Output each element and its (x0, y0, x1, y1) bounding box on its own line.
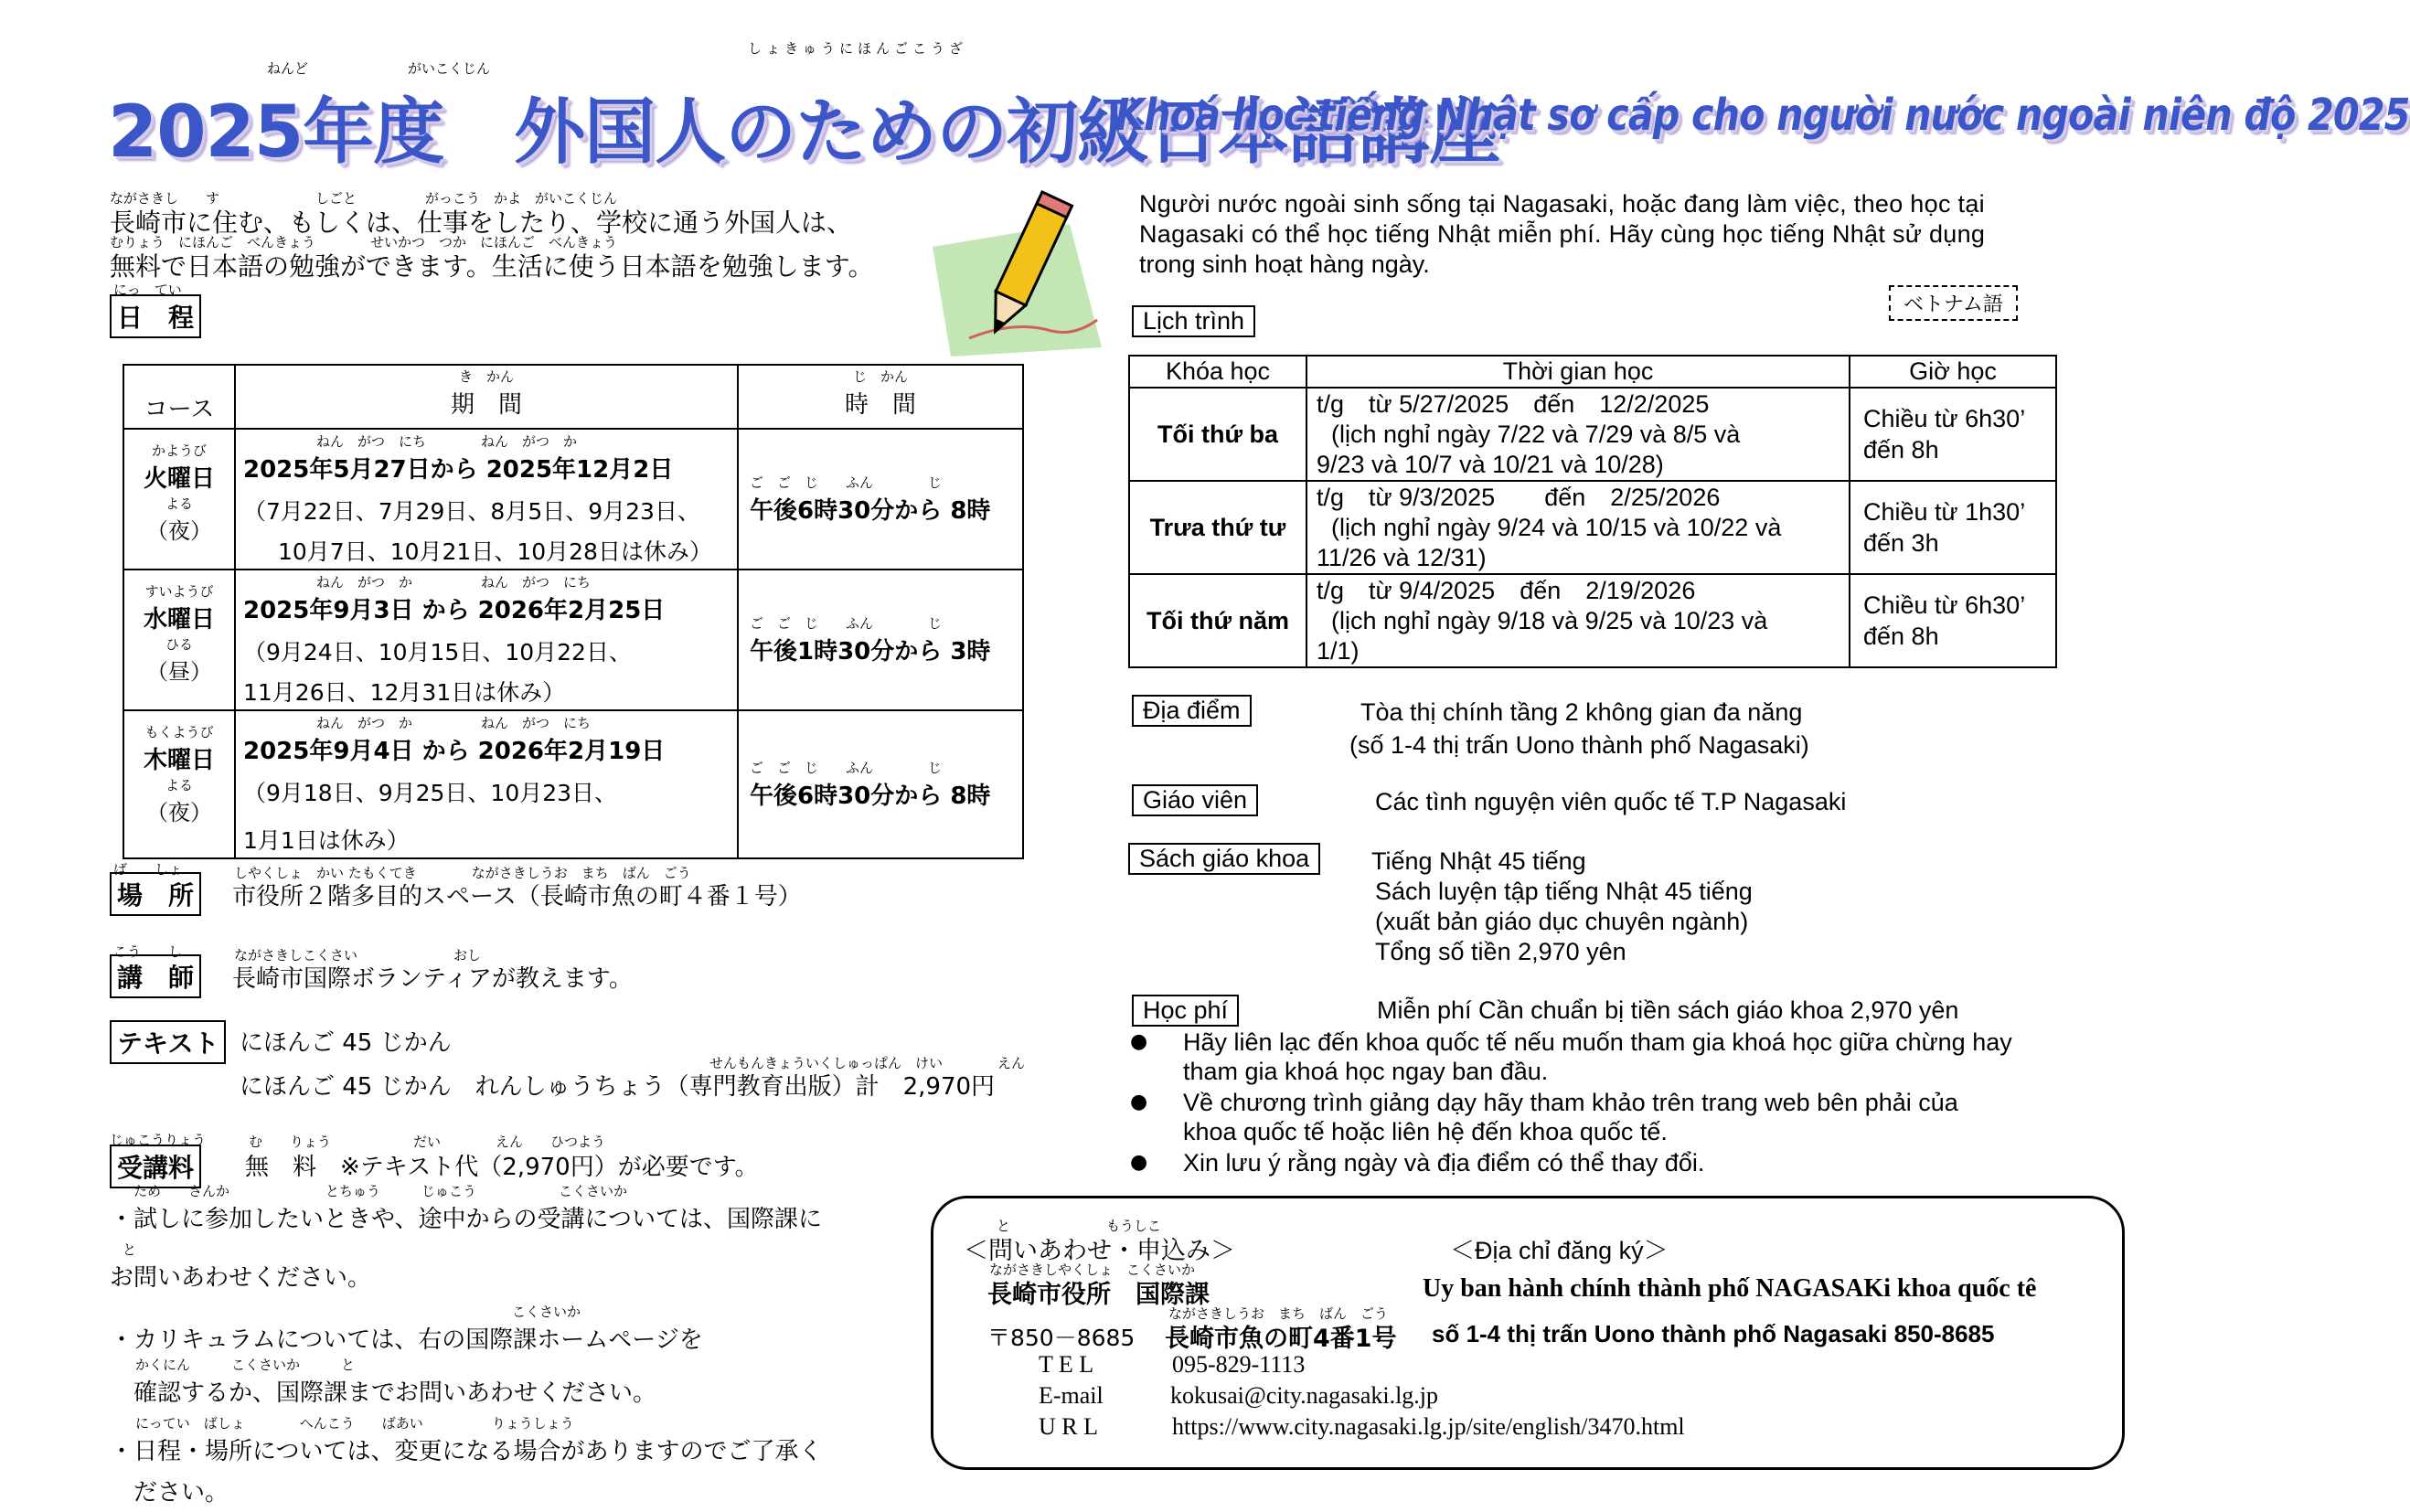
place-ja-ruby: しやくしょ かい たもくてき ながさきしうお まち ばん ごう (234, 865, 691, 881)
ja-row3-time: 午後6時30分から 8時 (750, 783, 991, 810)
note-ja-ruby: と (123, 1241, 137, 1258)
fee-ja-ruby: む りょう だい えん ひつよう (249, 1134, 606, 1150)
note-ja-ruby: にってい ばしょ へんこう ばあい りょうしょう (135, 1415, 574, 1432)
note-vn-l1: Hãy liên lạc đến khoa quốc tế nếu muốn tham gia khoá học giữa chừng hay (1183, 1028, 2012, 1056)
place-vn-line1: Tòa thị chính tầng 2 không gian đa năng (1360, 698, 1803, 726)
contact-org-ruby: ながさきしやくしょ こくさいか (989, 1262, 1196, 1278)
text-vn-line: (xuất bản giáo dục chuyên ngành) (1375, 908, 1749, 935)
table-row (123, 710, 1023, 858)
intro-vn-line: Người nước ngoài sinh sống tại Nagasaki, hoặc đang làm việc, theo học tại (1139, 190, 1985, 218)
vn-row1-h2: đến 8h (1863, 436, 1939, 463)
ja-row3-day-ruby: もくようび (144, 724, 214, 740)
ja-row3-note1: （9月18日、9月25日、10月23日、 (243, 780, 618, 806)
ja-row1-part: （夜） (146, 518, 212, 544)
intro-ja-line2: 無料で日本語の勉強ができます。生活に使う日本語を勉強します。 (110, 251, 874, 282)
ja-row2-note2: 11月26日、12月31日は休み） (243, 679, 566, 706)
contact-heading-ruby: と もうしこ (997, 1218, 1162, 1234)
ja-row3-part: （夜） (146, 800, 212, 825)
title-ruby-shokyu: しょきゅうにほんごこうざ (748, 40, 968, 57)
ja-header-period: 期 間 (450, 391, 522, 419)
text-ja-label: テキスト (110, 1020, 226, 1064)
table-row (123, 570, 1023, 710)
table-row (123, 429, 1023, 570)
text-vn-line: Tiếng Nhật 45 tiếng (1371, 847, 1586, 875)
ja-schedule-table (123, 364, 1024, 859)
list-item (1130, 1088, 2053, 1146)
note-ja-line: 確認するか、国際課までお問いあわせください。 (133, 1379, 657, 1407)
ja-row3-part-ruby: よる (165, 777, 193, 793)
ja-row2-time: 午後1時30分から 3時 (750, 638, 991, 665)
table-row (1129, 388, 2056, 481)
text-vn-lines (1371, 847, 1753, 967)
ja-row2-time-ruby: ご ご じ ふん じ (750, 615, 943, 632)
teacher-ja-label-ruby: こう し (113, 943, 183, 960)
pencil-illustration (914, 183, 1115, 366)
note-vn-l2: khoa quốc tế hoặc liên hệ đến khoa quốc tế. (1183, 1118, 1668, 1145)
vn-row2-h1: Chiều từ 1h30’ (1863, 498, 2026, 526)
ja-row1-note1: （7月22日、7月29日、8月5日、9月23日、 (243, 498, 700, 525)
note-ja-ruby: かくにん こくさいか と (135, 1357, 356, 1373)
title-ruby-gaikokujin: がいこくじん (408, 60, 491, 77)
vn-row3-l1: t/g từ 9/4/2025 đến 2/19/2026 (1317, 576, 1696, 604)
lang-tag: ベトナム語 (1889, 285, 2018, 321)
note-vn-l2: tham gia khoá học ngay ban đầu. (1183, 1058, 1549, 1085)
note-vn-l1: Xin lưu ý rằng ngày và địa điểm có thể thay đổi. (1183, 1149, 1705, 1177)
title-ruby-nendo: ねんど (267, 60, 309, 77)
text-ja-line2: にほんご 45 じかん れんしゅうちょう（専門教育出版）計 2,970円 (240, 1073, 996, 1101)
vn-row1-l3: 9/23 và 10/7 và 10/21 và 10/28) (1317, 450, 1664, 478)
vn-row2-h2: đến 3h (1863, 529, 1939, 557)
intro-vn (1139, 190, 1985, 279)
contact-tel: 095-829-1113 (1172, 1351, 1306, 1378)
contact-org-vn: Uy ban hành chính thành phố NAGASAKi khoa quốc tê (1423, 1274, 2037, 1303)
vn-row3-l2: (lịch nghỉ ngày 9/18 và 9/25 và 10/23 và (1331, 606, 1768, 634)
contact-postal: 〒850－8685 (987, 1325, 1136, 1351)
contact-org-ja: 長崎市役所 国際課 (987, 1281, 1210, 1309)
vn-row1-l1: t/g từ 5/27/2025 đến 12/2/2025 (1317, 389, 1710, 418)
contact-email-label: E-mail (1039, 1382, 1104, 1409)
fee-vn-label: Học phí (1132, 995, 1239, 1027)
teacher-ja-ruby: ながさきしこくさい おし (234, 947, 482, 964)
vn-row3-course: Tối thứ năm (1129, 574, 1306, 667)
intro-vn-line: Nagasaki có thể học tiếng Nhật miễn phí. Hãy cùng học tiếng Nhật sử dụng (1139, 220, 1986, 248)
ja-header-course: コース (123, 365, 235, 429)
vn-row3-h1: Chiều từ 6h30’ (1863, 591, 2026, 619)
ja-row3-period-ruby: ねん がつ か ねん がつ にち (316, 715, 592, 731)
vn-row3-h2: đến 8h (1863, 623, 1939, 650)
note-ja-ruby: こくさいか (512, 1304, 581, 1320)
teacher-ja-text: 長崎市国際ボランティアが教えます。 (232, 965, 633, 993)
table-row (1129, 481, 2056, 574)
note-vn-l1: Về chương trình giảng dạy hãy tham khảo trên trang web bên phải của (1183, 1089, 1958, 1116)
notes-vn (1130, 1028, 2053, 1177)
ja-header-time-ruby: じ かん (852, 368, 908, 385)
ja-row1-time-ruby: ご ご じ ふん じ (750, 474, 943, 491)
vn-row3-l3: 1/1) (1317, 636, 1360, 665)
contact-addr-ja: 長崎市魚の町4番1号 (1165, 1325, 1397, 1353)
contact-addr-vn: số 1-4 thị trấn Uono thành phố Nagasaki 850-8685 (1432, 1320, 1995, 1347)
note-ja-line: ・カリキュラムについては、右の国際課ホームページを (110, 1326, 703, 1354)
ja-row1-part-ruby: よる (165, 495, 193, 512)
contact-url[interactable]: https://www.city.nagasaki.lg.jp/site/english/3470.html (1172, 1413, 1685, 1440)
text-ja-ruby: せんもんきょういくしゅっぱん けい えん (709, 1055, 1026, 1071)
fee-ja-text: 無 料 ※テキスト代（2,970円）が必要です。 (245, 1154, 759, 1181)
ja-row2-part-ruby: ひる (165, 636, 193, 653)
text-vn-line: Sách luyện tập tiếng Nhật 45 tiếng (1375, 878, 1753, 905)
contact-heading-ja: ＜問いあわせ・申込み＞ (964, 1237, 1235, 1265)
ja-row2-period-ruby: ねん がつ か ねん がつ にち (316, 574, 592, 591)
list-item (1130, 1148, 2053, 1177)
notes-ja (110, 1181, 914, 1507)
note-ja-line: ・試しに参加したいときや、途中からの受講については、国際課に (110, 1206, 822, 1233)
intro-ja-ruby1: ながさきし す しごと がっこう かよ がいこくじん (110, 190, 618, 207)
bullet-icon: ● (1130, 1030, 1148, 1053)
ja-row1-day: 火曜日 (143, 465, 215, 493)
title-vn: Khoá học tiếng Nhật sơ cấp cho người nước ngoài niên độ 2025 (1115, 90, 2410, 141)
fee-ja-label: 受講料 (110, 1145, 201, 1188)
text-ja-line1: にほんご 45 じかん (240, 1029, 452, 1057)
note-ja-line: お問いあわせください。 (110, 1264, 372, 1292)
ja-row2-day-ruby: すいようび (144, 583, 214, 600)
teacher-ja-label: 講 師 (110, 954, 201, 998)
bullet-icon: ● (1130, 1091, 1148, 1113)
schedule-label-vn: Lịch trình (1132, 305, 1255, 337)
ja-row3-time-ruby: ご ご じ ふん じ (750, 760, 943, 776)
ja-row1-period-ruby: ねん がつ にち ねん がつ か (316, 433, 578, 450)
contact-tel-label: T E L (1039, 1351, 1094, 1378)
contact-addr-ruby: ながさきしうお まち ばん ごう (1168, 1305, 1389, 1322)
ja-row1-period: 2025年5月27日から 2025年12月2日 (243, 456, 674, 484)
ja-row1-day-ruby: かようび (151, 442, 207, 459)
contact-url-label: U R L (1039, 1413, 1098, 1440)
note-ja-ruby: ため さんか とちゅう じゅこう こくさいか (133, 1183, 628, 1199)
place-ja-label: 場 所 (110, 872, 201, 916)
place-vn-label: Địa điểm (1132, 695, 1252, 727)
vn-row2-course: Trưa thứ tư (1129, 481, 1306, 574)
ja-row3-period: 2025年9月4日 から 2026年2月19日 (243, 738, 666, 765)
ja-header-period-ruby: き かん (458, 368, 514, 385)
vn-row1-l2: (lịch nghỉ ngày 7/22 và 7/29 và 8/5 và (1331, 420, 1741, 448)
text-vn-line: Tổng số tiền 2,970 yên (1375, 938, 1626, 965)
vn-row1-h1: Chiều từ 6h30’ (1863, 405, 2026, 432)
vn-row1-course: Tối thứ ba (1129, 388, 1306, 481)
vn-row2-l1: t/g từ 9/3/2025 đến 2/25/2026 (1317, 483, 1721, 511)
table-row (1129, 574, 2056, 667)
vn-header-course: Khóa học (1129, 356, 1306, 388)
place-vn-line2: (số 1-4 thị trấn Uono thành phố Nagasaki) (1349, 731, 1809, 759)
schedule-label-ja: 日 程 (110, 294, 201, 338)
bullet-icon: ● (1130, 1151, 1148, 1174)
list-item (1130, 1028, 2053, 1086)
ja-row2-period: 2025年9月3日 から 2026年2月25日 (243, 597, 666, 624)
title-ja: 2025年度 外国人のための初級日本語講座 (108, 91, 1500, 174)
ja-row2-day: 水曜日 (143, 606, 215, 634)
ja-row1-time: 午後6時30分から 8時 (750, 497, 991, 525)
fee-ja-label-ruby: じゅこうりょう (110, 1132, 207, 1148)
ja-row1-note2: 10月7日、10月21日、10月28日は休み） (278, 538, 712, 565)
vn-row2-l3: 11/26 và 12/31) (1317, 543, 1487, 571)
contact-heading-vn: ＜Địa chỉ đăng ký＞ (1450, 1237, 1669, 1264)
intro-ja-line1: 長崎市に住む、もしくは、仕事をしたり、学校に通う外国人は、 (110, 208, 853, 238)
teacher-vn-text: Các tình nguyện viên quốc tế T.P Nagasaki (1375, 788, 1847, 815)
ja-row3-day: 木曜日 (143, 747, 215, 774)
vn-header-hours: Giờ học (1850, 356, 2056, 388)
vn-header-time: Thời gian học (1306, 356, 1850, 388)
note-ja-line: ・日程・場所については、変更になる場合がありますのでご了承く (110, 1438, 823, 1465)
place-ja-text: 市役所２階多目的スペース（長崎市魚の町４番１号） (232, 883, 802, 910)
intro-vn-line: trong sinh hoạt hàng ngày. (1139, 250, 1430, 278)
note-ja-line: ださい。 (133, 1479, 229, 1507)
ja-row2-note1: （9月24日、10月15日、10月22日、 (243, 639, 632, 665)
ja-row3-note2: 1月1日は休み） (243, 827, 410, 854)
ja-header-time: 時 間 (844, 391, 916, 419)
place-ja-label-ruby: ば しょ (113, 861, 183, 878)
ja-row2-part: （昼） (146, 659, 212, 685)
intro-ja-ruby2: むりょう にほんご べんきょう せいかつ つか にほんご べんきょう (110, 234, 618, 250)
vn-row2-l2: (lịch nghỉ ngày 9/24 và 10/15 và 10/22 và (1331, 513, 1782, 541)
fee-vn-text: Miễn phí Cần chuẩn bị tiền sách giáo khoa 2,970 yên (1377, 996, 1959, 1024)
text-vn-label: Sách giáo khoa (1128, 843, 1320, 875)
contact-email[interactable]: kokusai@city.nagasaki.lg.jp (1170, 1382, 1439, 1409)
vn-schedule-table (1128, 355, 2057, 668)
schedule-label-ruby: にっ てい (113, 282, 182, 298)
teacher-vn-label: Giáo viên (1132, 784, 1258, 816)
